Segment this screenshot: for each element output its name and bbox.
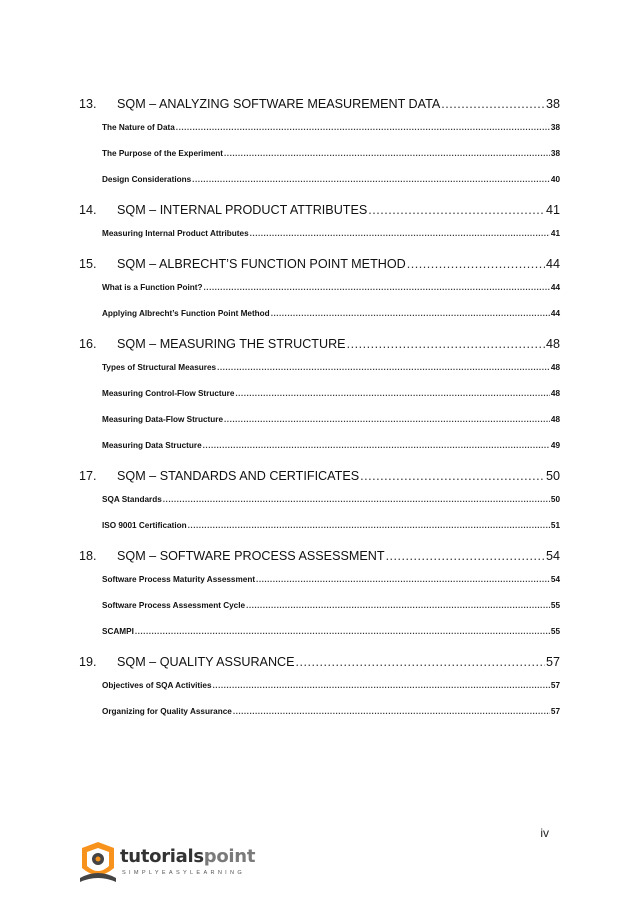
dot-leader xyxy=(347,333,545,355)
logo-word-tutorials: tutorials xyxy=(120,846,204,867)
logo-word-point: point xyxy=(203,846,256,867)
toc-section-entry[interactable] xyxy=(79,355,560,381)
toc-chapter-entry[interactable] xyxy=(79,545,560,567)
section-title: The Nature of Data xyxy=(102,123,175,132)
section-page-number: 41 xyxy=(550,229,560,238)
chapter-page-number: 57 xyxy=(545,655,560,669)
toc-section-entry[interactable] xyxy=(79,301,560,327)
chapter-page-number: 41 xyxy=(545,203,560,217)
section-page-number: 55 xyxy=(550,627,560,636)
chapter-number: 17. xyxy=(79,469,97,483)
dot-leader xyxy=(407,253,545,275)
section-title: Measuring Internal Product Attributes xyxy=(102,229,249,238)
section-page-number: 48 xyxy=(550,389,560,398)
section-page-number: 38 xyxy=(550,123,560,132)
tutorialspoint-logo[interactable] xyxy=(76,838,256,890)
toc-section-entry[interactable] xyxy=(79,567,560,593)
toc-section-entry[interactable] xyxy=(79,381,560,407)
dot-leader xyxy=(192,167,550,193)
section-title: Measuring Data Structure xyxy=(102,441,202,450)
dot-leader xyxy=(256,567,550,593)
toc-section-entry[interactable] xyxy=(79,407,560,433)
dot-leader xyxy=(163,487,550,513)
section-title: Measuring Control-Flow Structure xyxy=(102,389,235,398)
section-page-number: 48 xyxy=(550,415,560,424)
section-page-number: 50 xyxy=(550,495,560,504)
table-of-contents xyxy=(79,93,560,725)
chapter-number: 14. xyxy=(79,203,97,217)
logo-emblem-icon xyxy=(76,838,120,890)
dot-leader xyxy=(233,699,550,725)
section-page-number: 38 xyxy=(550,149,560,158)
chapter-page-number: 44 xyxy=(545,257,560,271)
toc-section-entry[interactable] xyxy=(79,167,560,193)
chapter-title: SQM – MEASURING THE STRUCTURE xyxy=(117,337,346,351)
toc-section-entry[interactable] xyxy=(79,141,560,167)
dot-leader xyxy=(271,301,550,327)
chapter-title: SQM – ANALYZING SOFTWARE MEASUREMENT DATA xyxy=(117,97,441,111)
toc-chapter-entry[interactable] xyxy=(79,651,560,673)
toc-section-entry[interactable] xyxy=(79,275,560,301)
toc-section-entry[interactable] xyxy=(79,513,560,539)
dot-leader xyxy=(217,355,550,381)
section-title: What is a Function Point? xyxy=(102,283,203,292)
toc-chapter-entry[interactable] xyxy=(79,465,560,487)
dot-leader xyxy=(204,275,550,301)
section-title: Software Process Maturity Assessment xyxy=(102,575,256,584)
section-title: ISO 9001 Certification xyxy=(102,521,187,530)
section-page-number: 44 xyxy=(550,309,560,318)
dot-leader xyxy=(213,673,550,699)
dot-leader xyxy=(135,619,550,645)
toc-section-entry[interactable] xyxy=(79,433,560,459)
section-title: SQA Standards xyxy=(102,495,162,504)
page-number: iv xyxy=(540,826,549,840)
chapter-number: 16. xyxy=(79,337,97,351)
section-title: The Purpose of the Experiment xyxy=(102,149,224,158)
section-title: SCAMPI xyxy=(102,627,134,636)
dot-leader xyxy=(360,465,545,487)
toc-chapter-entry[interactable] xyxy=(79,333,560,355)
toc-section-entry[interactable] xyxy=(79,221,560,247)
chapter-number: 15. xyxy=(79,257,97,271)
section-page-number: 51 xyxy=(550,521,560,530)
toc-chapter-entry[interactable] xyxy=(79,199,560,221)
chapter-title: SQM – INTERNAL PRODUCT ATTRIBUTES xyxy=(117,203,368,217)
chapter-page-number: 48 xyxy=(545,337,560,351)
section-title: Objectives of SQA Activities xyxy=(102,681,212,690)
dot-leader xyxy=(250,221,550,247)
section-title: Design Considerations xyxy=(102,175,192,184)
toc-chapter-entry[interactable] xyxy=(79,93,560,115)
toc-section-entry[interactable] xyxy=(79,115,560,141)
chapter-title: SQM – STANDARDS AND CERTIFICATES xyxy=(117,469,360,483)
section-page-number: 57 xyxy=(550,707,560,716)
section-page-number: 48 xyxy=(550,363,560,372)
chapter-number: 18. xyxy=(79,549,97,563)
chapter-page-number: 54 xyxy=(545,549,560,563)
section-title: Measuring Data-Flow Structure xyxy=(102,415,224,424)
dot-leader xyxy=(441,93,545,115)
toc-section-entry[interactable] xyxy=(79,593,560,619)
dot-leader xyxy=(176,115,550,141)
dot-leader xyxy=(188,513,550,539)
chapter-number: 19. xyxy=(79,655,97,669)
chapter-title: SQM – QUALITY ASSURANCE xyxy=(117,655,295,669)
logo-wordmark xyxy=(120,846,255,867)
section-title: Organizing for Quality Assurance xyxy=(102,707,232,716)
dot-leader xyxy=(386,545,545,567)
dot-leader xyxy=(368,199,545,221)
dot-leader xyxy=(224,141,550,167)
chapter-number: 13. xyxy=(79,97,97,111)
chapter-title: SQM – SOFTWARE PROCESS ASSESSMENT xyxy=(117,549,385,563)
section-page-number: 54 xyxy=(550,575,560,584)
chapter-page-number: 38 xyxy=(545,97,560,111)
dot-leader xyxy=(235,381,550,407)
dot-leader xyxy=(246,593,550,619)
logo-tagline: SIMPLYEASYLEARNING xyxy=(122,870,246,876)
dot-leader xyxy=(203,433,550,459)
toc-section-entry[interactable] xyxy=(79,487,560,513)
toc-section-entry[interactable] xyxy=(79,699,560,725)
dot-leader xyxy=(296,651,545,673)
section-title: Types of Structural Measures xyxy=(102,363,217,372)
toc-chapter-entry[interactable] xyxy=(79,253,560,275)
section-page-number: 49 xyxy=(550,441,560,450)
section-page-number: 55 xyxy=(550,601,560,610)
section-page-number: 44 xyxy=(550,283,560,292)
section-title: Software Process Assessment Cycle xyxy=(102,601,246,610)
section-page-number: 40 xyxy=(550,175,560,184)
toc-section-entry[interactable] xyxy=(79,619,560,645)
section-title: Applying Albrecht’s Function Point Method xyxy=(102,309,270,318)
chapter-page-number: 50 xyxy=(545,469,560,483)
toc-section-entry[interactable] xyxy=(79,673,560,699)
dot-leader xyxy=(224,407,550,433)
chapter-title: SQM – ALBRECHT’S FUNCTION POINT METHOD xyxy=(117,257,406,271)
section-page-number: 57 xyxy=(550,681,560,690)
